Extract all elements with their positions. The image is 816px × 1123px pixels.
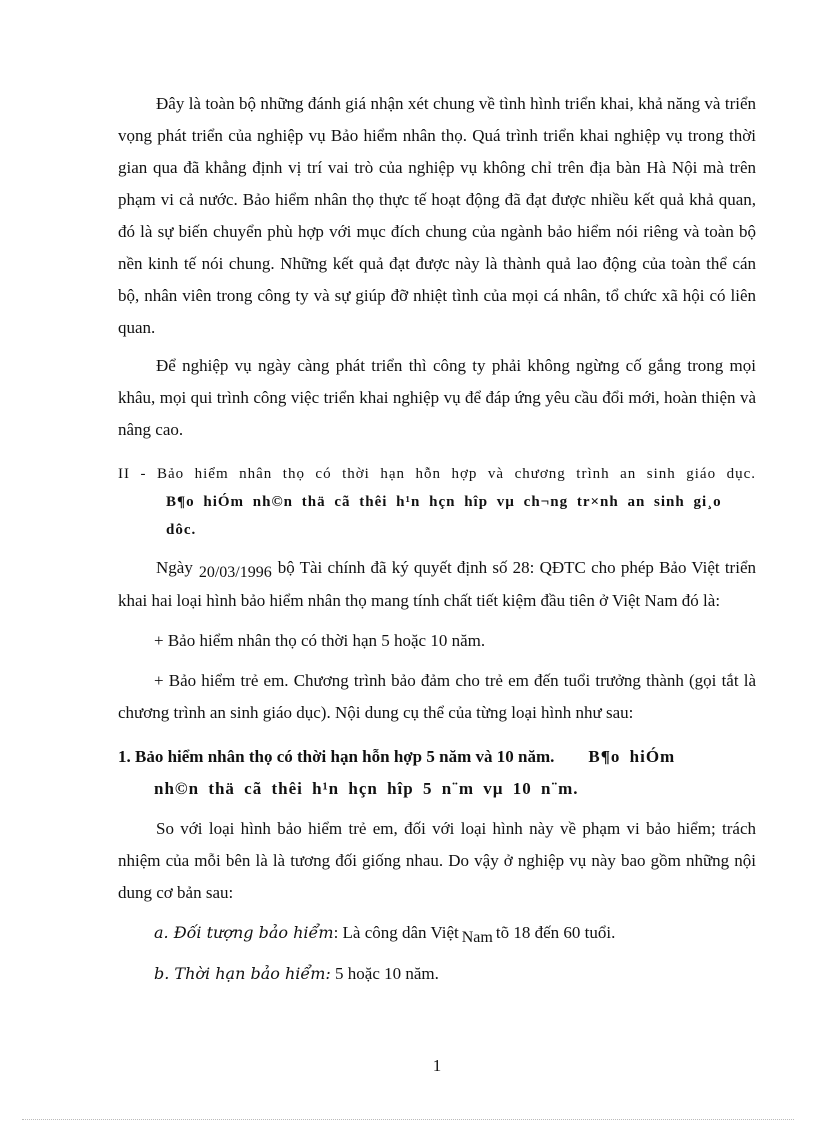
- document-page: [118, 88, 756, 998]
- bullet-child-insurance: + Bảo hiểm trẻ em. Chương trình bảo đảm cho trẻ em đến tuổi trưởng thành (gọi tắt là chương trình an sinh giáo dục). Nội dung cụ thể của từng loại hình như sau:: [118, 671, 756, 722]
- text-ngay: Ngày: [156, 558, 193, 577]
- paragraph-comparison: So với loại hình bảo hiểm trẻ em, đối với loại hình này về phạm vi bảo hiểm; trách nhiệm của mỗi bên là là tương đối giống nhau. Do vậy ở nghiệp vụ này bao gồm những nội dung cơ bản sau:: [118, 819, 756, 902]
- item-b-label: b. Thời hạn bảo hiểm:: [154, 964, 331, 983]
- subsection-heading-text: 1. Bảo hiểm nhân thọ có thời hạn hỗn hợp 5 năm và 10 năm.: [118, 747, 555, 766]
- item-a-text: : Là công dân Việt: [333, 923, 459, 942]
- section-heading-legacy-encoding: B¶o hiÓm nh©n thä cã thêi h¹n hçn hîp vµ ch¬ng tr×nh an sinh gi¸o dôc.: [166, 494, 722, 538]
- item-a: [118, 917, 756, 950]
- subsection-heading-legacy-b: nh©n thä cã thêi h¹n hçn hîp 5 n¨m vµ 10 n¨m.: [154, 779, 579, 798]
- bullet-life-insurance: + Bảo hiểm nhân thọ có thời hạn 5 hoặc 10 năm.: [154, 631, 486, 650]
- item-a-nam: Nam: [461, 929, 493, 946]
- footer-divider: [22, 1119, 794, 1120]
- item-a-age: tõ 18 đến 60 tuổi.: [495, 923, 616, 942]
- paragraph-summary: Đây là toàn bộ những đánh giá nhận xét chung về tình hình triển khai, khả năng và triển vọng phát triển của nghiệp vụ Bảo hiểm nhân thọ. Quá trình triển khai nghiệp vụ trong thời gian qua đã khẳng định vị trí vai trò của nghiệp vụ không chỉ trên địa bàn Hà Nội mà trên phạm vi cả nước. Bảo hiểm nhân thọ thực tế hoạt động đã đạt được nhiều kết quả khả quan, đó là sự biến chuyển phù hợp với mục đích chung của ngành bảo hiểm nói riêng và toàn bộ nền kinh tế nói chung. Những kết quả đạt được này là thành quả lao động của toàn thể cán bộ, nhân viên trong công ty và sự giúp đỡ nhiệt tình của mọi cá nhân, tổ chức xã hội có liên quan.: [118, 94, 756, 337]
- paragraph-decision: [118, 552, 756, 617]
- text-decision: bộ Tài chính đã ký quyết định số 28: QĐTC cho phép Bảo Việt triển khai hai loại hình bảo hiểm nhân thọ mang tính chất tiết kiệm đầu tiên ở Việt Nam đó là:: [118, 558, 756, 610]
- decision-date: 20/03/1996: [198, 564, 272, 581]
- page-number: 1: [432, 1056, 442, 1075]
- item-b-text: 5 hoặc 10 năm.: [335, 964, 439, 983]
- subsection-heading: [118, 741, 756, 805]
- item-b: [118, 958, 756, 990]
- item-a-label: a. Đối tượng bảo hiểm: [154, 923, 334, 942]
- subsection-heading-legacy-a: B¶o hiÓm: [588, 747, 676, 766]
- paragraph-development: Để nghiệp vụ ngày càng phát triển thì công ty phải không ngừng cố gắng trong mọi khâu, mọi qui trình công việc triển khai nghiệp vụ để đáp ứng yêu cầu đổi mới, hoàn thiện và nâng cao.: [118, 356, 756, 439]
- section-heading: II - Bảo hiểm nhân thọ có thời hạn hỗn hợp và chương trình an sinh giáo dục.: [118, 466, 756, 482]
